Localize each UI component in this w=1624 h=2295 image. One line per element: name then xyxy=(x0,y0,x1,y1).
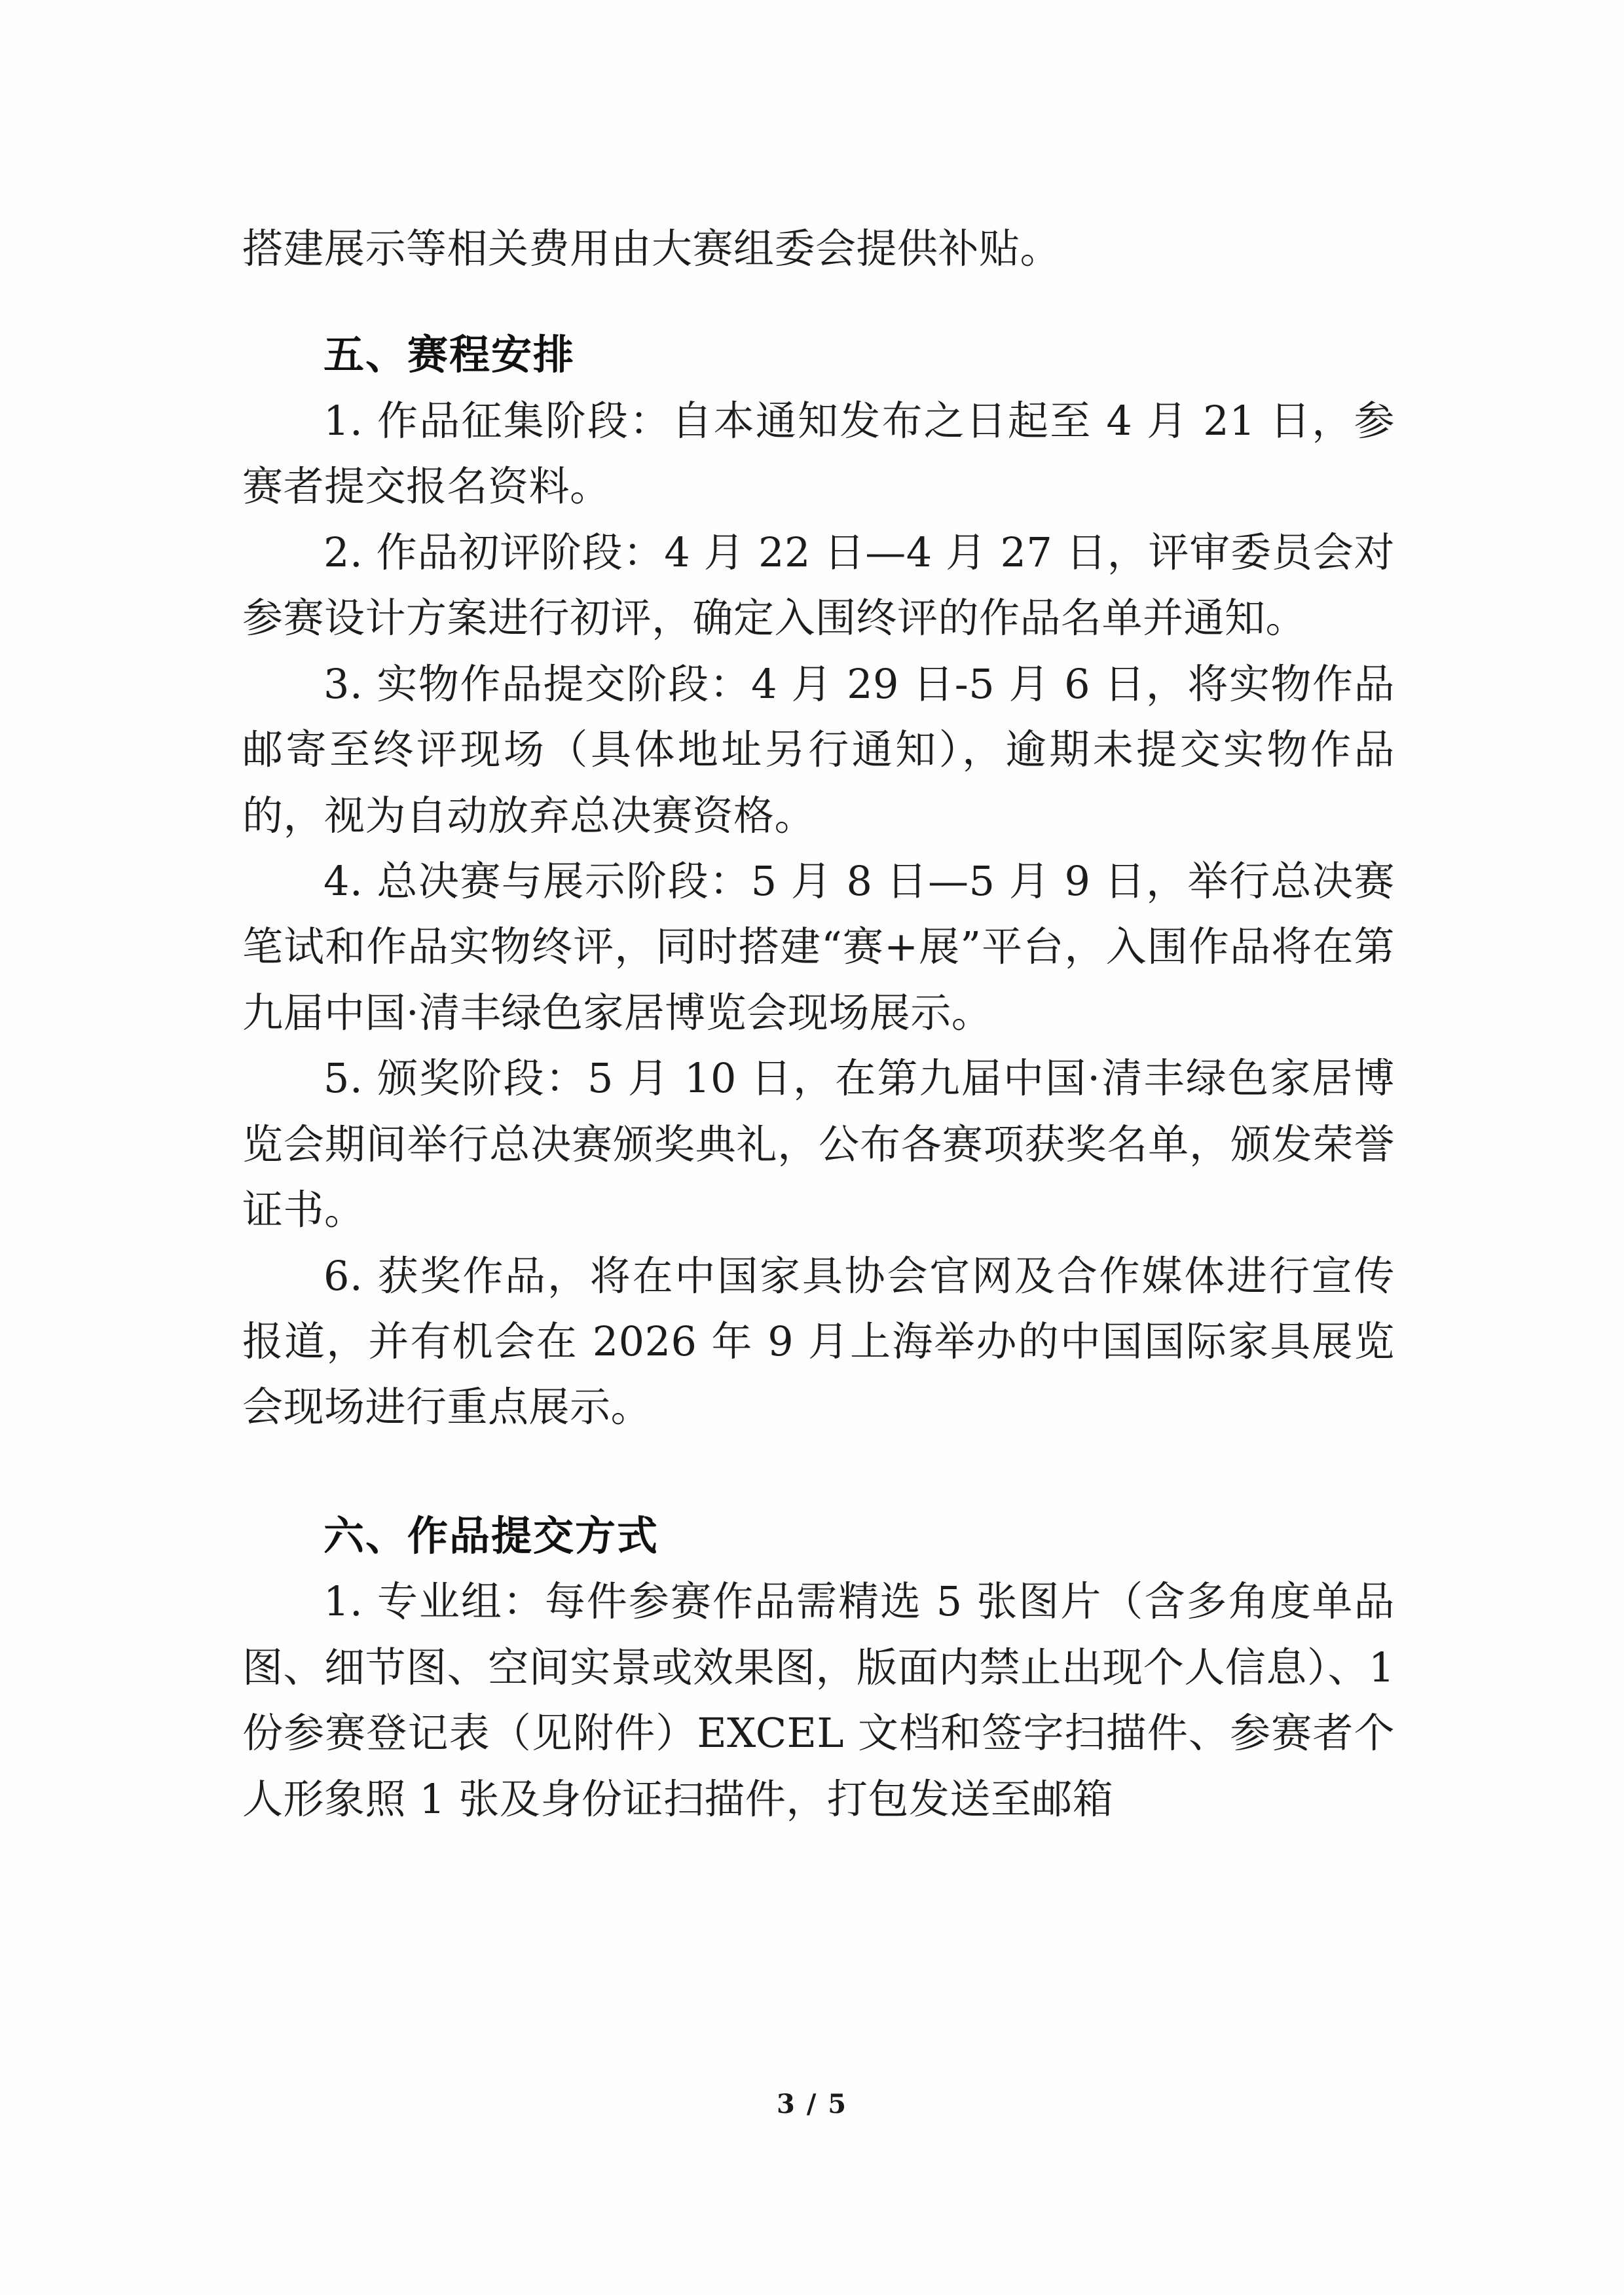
list-item-final-and-exhibition-stage: 4. 总决赛与展示阶段：5 月 8 日—5 月 9 日，举行总决赛笔试和作品实物终评，同时搭建“赛+展”平台，入围作品将在第九届中国·清丰绿色家居博览会现场展示。 xyxy=(242,856,1395,1037)
list-item-physical-submission-stage: 3. 实物作品提交阶段：4 月 29 日-5 月 6 日，将实物作品邮寄至终评现场（具体地址另行通知），逾期未提交实物作品的，视为自动放弃总决赛资格。 xyxy=(242,659,1395,839)
spacer xyxy=(242,282,1395,322)
list-item-collection-stage: 1. 作品征集阶段：自本通知发布之日起至 4 月 21 日，参赛者提交报名资料。 xyxy=(242,396,1395,511)
section-heading-schedule: 五、赛程安排 xyxy=(323,331,576,379)
document-body xyxy=(242,216,1395,1832)
list-item-professional-group: 1. 专业组：每件参赛作品需精选 5 张图片（含多角度单品图、细节图、空间实景或效果图，版面内禁止出现个人信息）、1 份参赛登记表（见附件）EXCEL 文档和签字扫描件、参赛者个人形象照 1 张及身份证扫描件，打包发送至邮箱 xyxy=(242,1577,1395,1823)
spacer xyxy=(242,1441,1395,1503)
list-item-promotion: 6. 获奖作品，将在中国家具协会官网及合作媒体进行宣传报道，并有机会在 2026 年 9 月上海举办的中国国际家具展览会现场进行重点展示。 xyxy=(242,1251,1395,1431)
paragraph-subsidy: 搭建展示等相关费用由大赛组委会提供补贴。 xyxy=(242,225,1061,272)
section-heading-submission: 六、作品提交方式 xyxy=(323,1511,659,1560)
list-item-preliminary-review-stage: 2. 作品初评阶段：4 月 22 日—4 月 27 日，评审委员会对参赛设计方案进行初评，确定入围终评的作品名单并通知。 xyxy=(242,528,1395,642)
page-number: 3 / 5 xyxy=(776,2089,848,2120)
list-item-award-stage: 5. 颁奖阶段：5 月 10 日，在第九届中国·清丰绿色家居博览会期间举行总决赛颁奖典礼，公布各赛项获奖名单，颁发荣誉证书。 xyxy=(242,1054,1395,1234)
